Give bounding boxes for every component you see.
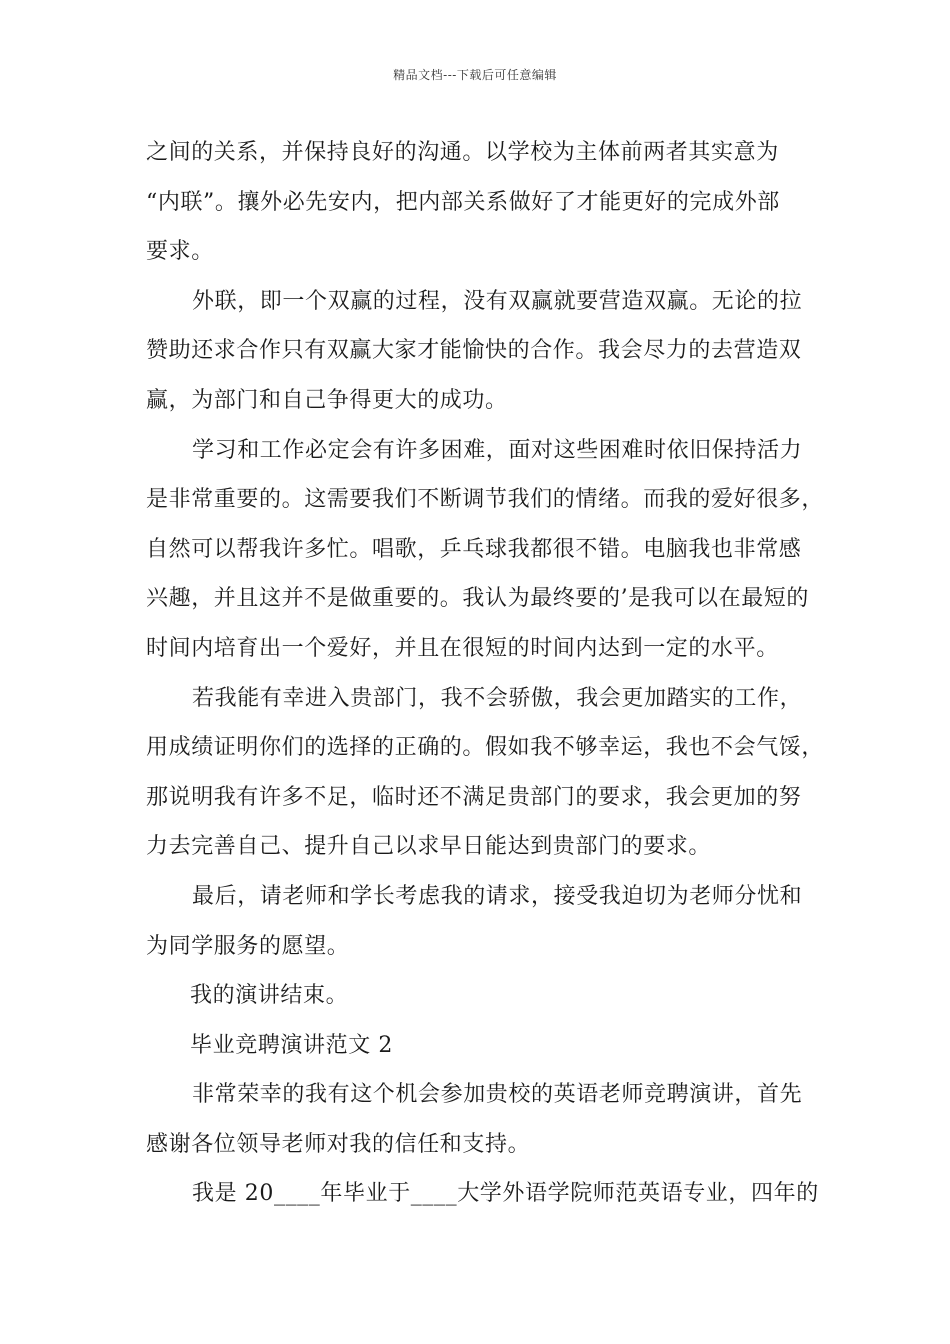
text-line: 为同学服务的愿望。 [146, 933, 350, 959]
paragraph-start-line: 最后，请老师和学长考虑我的请求，接受我迫切为老师分忧和 [192, 883, 803, 909]
text-line: 时间内培育出一个爱好，并且在很短的时间内达到一定的水平。 [146, 635, 779, 661]
text-line: 是非常重要的。这需要我们不断调节我们的情绪。而我的爱好很多， [146, 487, 825, 513]
page-header: 精品文档---下载后可任意编辑 [393, 68, 557, 82]
closing-line: 我的演讲结束。 [190, 983, 349, 1009]
text-line: 用成绩证明你们的选择的正确的。假如我不够幸运，我也不会气馁， [146, 735, 825, 761]
document-body [146, 128, 826, 1219]
text-line: 赢，为部门和自己争得更大的成功。 [146, 387, 508, 413]
text-line: 感谢各位领导老师对我的信任和支持。 [146, 1131, 531, 1157]
text-line: 要求。 [146, 239, 214, 265]
text-line: “内联”。攘外必先安内，把内部关系做好了才能更好的完成外部 [146, 189, 780, 215]
text-line: 兴趣，并且这并不是做重要的。我认为最终要的’是我可以在最短的 [146, 586, 809, 612]
text-line: 那说明我有许多不足，临时还不满足贵部门的要求，我会更加的努 [146, 784, 802, 810]
paragraph-start-line: 学习和工作必定会有许多困难，面对这些困难时依旧保持活力 [192, 437, 803, 463]
text-line: 力去完善自己、提升自己以求早日能达到贵部门的要求。 [146, 834, 712, 860]
text-line: 赞助还求合作只有双赢大家才能愉快的合作。我会尽力的去营造双 [146, 338, 802, 364]
paragraph-start-line: 非常荣幸的我有这个机会参加贵校的英语老师竞聘演讲，首先 [192, 1082, 803, 1108]
paragraph-start-line: 我是 20____年毕业于____大学外语学院师范英语专业，四年的 [192, 1181, 819, 1207]
paragraph-start-line: 外联，即一个双赢的过程，没有双赢就要营造双赢。无论的拉 [192, 288, 803, 314]
text-line: 之间的关系，并保持良好的沟通。以学校为主体前两者其实意为 [146, 140, 779, 165]
paragraph-start-line: 若我能有幸进入贵部门，我不会骄傲，我会更加踏实的工作， [192, 685, 803, 711]
section-heading: 毕业竞聘演讲范文 2 [190, 1032, 393, 1058]
text-line: 自然可以帮我许多忙。唱歌，乒乓球我都很不错。电脑我也非常感 [146, 536, 802, 562]
